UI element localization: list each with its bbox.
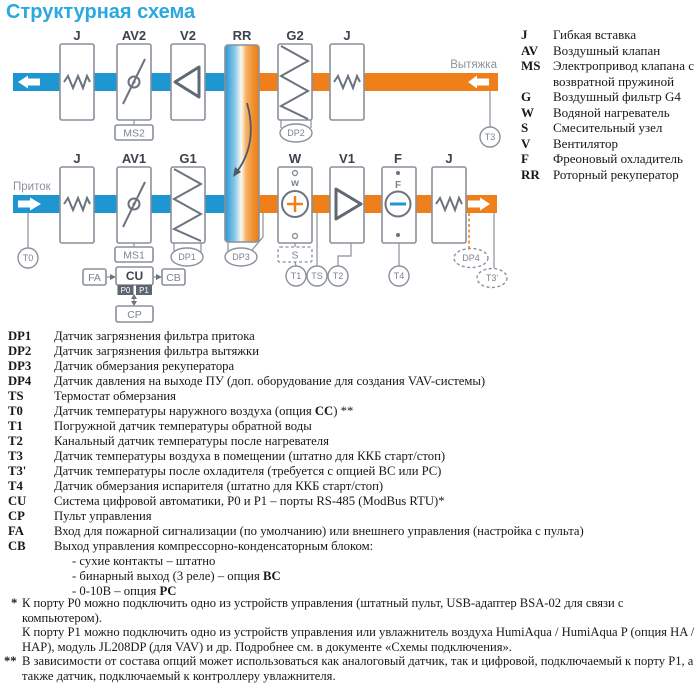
rr-label: RR: [232, 28, 252, 43]
legend-item: F Фреоновый охладитель: [521, 151, 683, 166]
svg-text:J: J: [343, 28, 351, 43]
abbreviation-list: [8, 329, 696, 599]
legend-item: MS Электропривод клапана с возвратной пружиной: [521, 58, 694, 89]
svg-text:T0: T0: [22, 253, 34, 263]
cb-bullet: - бинарный выход (3 реле) – опция BC: [72, 569, 281, 583]
footnotes: [4, 596, 698, 683]
svg-text:TS: TS: [311, 271, 323, 281]
legend-item: W Водяной нагреватель: [521, 104, 670, 120]
sensor-t4: [389, 266, 409, 286]
sensor-dp3: [225, 248, 257, 266]
list-item: T4 Датчик обмерзания испарителя (штатно для ККБ старт/стоп): [8, 479, 384, 493]
component-av2-damper: [117, 28, 151, 120]
component-f-cooler: [382, 151, 416, 243]
page-title: Структурная схема: [6, 1, 196, 23]
svg-text:F: F: [394, 151, 402, 166]
legend-item: J Гибкая вставка: [521, 27, 637, 42]
fa-label: FA: [88, 272, 101, 284]
component-j-supply-in: [60, 151, 94, 243]
component-j-exhaust-in: [330, 28, 364, 120]
sensor-t0: [18, 248, 38, 268]
cooler-icon: [386, 192, 411, 217]
list-item: CB Выход управления компрессорно-конденсаторным блоком:: [8, 539, 374, 553]
pipe-port-icon: [293, 234, 298, 239]
list-item: T1 Погружной датчик температуры обратной воды: [8, 419, 312, 433]
svg-text:DP4: DP4: [462, 253, 480, 263]
cu-label: CU: [125, 269, 144, 283]
svg-text:T2: T2: [332, 271, 344, 281]
ms2-actuator: [115, 125, 153, 140]
sensor-dp2: [280, 124, 312, 142]
supply-label: Приток: [13, 181, 51, 193]
legend-item: AV Воздушный клапан: [521, 42, 661, 58]
heater-icon: [282, 191, 308, 217]
sensor-ts: [307, 266, 327, 286]
footnote-2: ** В зависимости от состава опций может использоваться как аналоговый датчик, так и цифровой, подключаемый к порту P1, а также датчик, подключаемый к контроллеру увлажнителя.: [4, 654, 694, 683]
svg-text:MS2: MS2: [123, 127, 145, 140]
list-item: T2 Канальный датчик температуры после нагревателя: [8, 434, 329, 448]
cp-label: CP: [127, 309, 142, 321]
svg-text:T4: T4: [393, 271, 405, 281]
sensor-t3: [480, 127, 500, 147]
svg-text:G1: G1: [179, 151, 197, 166]
svg-text:V1: V1: [339, 151, 355, 166]
legend-item: RR Роторный рекуператор: [521, 166, 679, 182]
legend-item: S Смесительный узел: [521, 120, 663, 135]
svg-text:DP1: DP1: [178, 252, 196, 262]
pipe-port-icon: [396, 233, 400, 237]
svg-text:AV1: AV1: [121, 151, 147, 166]
svg-text:S: S: [291, 249, 299, 262]
component-w-heater: [278, 151, 312, 243]
component-v1-fan: [330, 151, 364, 243]
sensor-lines: [28, 91, 494, 268]
sensor-t3-prime: [477, 269, 507, 288]
legend: [521, 27, 699, 182]
list-item: FA Вход для пожарной сигнализации (по умолчанию) или внешнего управления (настройка с пульта): [8, 524, 584, 538]
svg-text:J: J: [445, 151, 453, 166]
svg-text:T1: T1: [290, 271, 302, 281]
cb-label: CB: [166, 272, 181, 284]
component-g1-filter: [171, 151, 205, 243]
list-item: CU Система цифровой автоматики, P0 и P1 – порты RS-485 (ModBus RTU)*: [8, 494, 445, 508]
legend-item: V Вентилятор: [521, 135, 619, 151]
rotary-recuperator: [225, 28, 259, 242]
list-item: T0 Датчик температуры наружного воздуха (опция CC) **: [8, 404, 354, 418]
svg-text:MS1: MS1: [123, 249, 145, 262]
sensor-t1: [286, 266, 306, 286]
component-av1-damper: [117, 151, 151, 243]
pipe-port-icon: [293, 171, 298, 176]
svg-text:W: W: [288, 151, 302, 166]
pipe-port-icon: [396, 171, 400, 175]
component-g2-filter: [278, 28, 312, 120]
svg-text:T3: T3: [484, 132, 496, 142]
svg-text:P0: P0: [120, 286, 131, 295]
legend-item: G Воздушный фильтр G4: [521, 89, 681, 104]
control-cluster: [83, 267, 185, 322]
mixing-unit: [278, 247, 312, 262]
component-v2-fan: [171, 28, 205, 120]
svg-text:V2: V2: [180, 28, 196, 43]
svg-text:P1: P1: [139, 286, 149, 295]
sensor-t2: [328, 266, 348, 286]
footnote-marker: *: [11, 596, 18, 610]
exhaust-label: Вытяжка: [450, 59, 497, 71]
list-item: TS Термостат обмерзания: [8, 389, 176, 403]
component-j-exhaust-out: [60, 28, 94, 120]
list-item: CP Пульт управления: [8, 509, 152, 523]
cb-bullet: - сухие контакты – штатно: [72, 554, 216, 568]
ms1-actuator: [115, 247, 153, 262]
structural-diagram: [0, 0, 510, 325]
svg-text:T3': T3': [485, 273, 499, 283]
list-item: DP1 Датчик загрязнения фильтра притока: [8, 329, 255, 343]
list-item: T3' Датчик температуры после охладителя (требуется с опцией BC или PC): [8, 464, 442, 478]
svg-text:AV2: AV2: [121, 28, 147, 43]
svg-text:G2: G2: [286, 28, 304, 43]
svg-text:DP3: DP3: [232, 252, 250, 262]
list-item: DP4 Датчик давления на выходе ПУ (доп. оборудование для создания VAV-системы): [8, 374, 486, 388]
list-item: DP2 Датчик загрязнения фильтра вытяжки: [8, 344, 259, 358]
list-item: T3 Датчик температуры воздуха в помещении (штатно для ККБ старт/стоп): [8, 449, 446, 463]
footnote-marker: **: [4, 654, 17, 669]
svg-text:J: J: [73, 151, 81, 166]
list-item: DP3 Датчик обмерзания рекуператора: [8, 359, 235, 373]
svg-text:w: w: [291, 178, 299, 189]
footnote-1: * К порту P0 можно подключить одно из устройств управления (штатный пульт, USB-адаптер BSA-02 для связи с компьютером). К порту P1 можно подключить одно из устройств управления или увлажнитель воздуха HumiAqua / HumiAqua P (опция HA / HAP), модуль JL208DP (для VAV) и др. Подробнее см. в документе «Схемы подключения».: [11, 596, 695, 654]
svg-text:J: J: [73, 28, 81, 43]
component-j-supply-out: [432, 151, 466, 243]
cb-bullet: - 0-10В – опция PC: [72, 584, 177, 598]
sensor-dp4: [454, 249, 488, 268]
svg-text:F: F: [394, 180, 402, 191]
svg-text:DP2: DP2: [287, 128, 305, 138]
sensor-dp1: [171, 248, 203, 266]
